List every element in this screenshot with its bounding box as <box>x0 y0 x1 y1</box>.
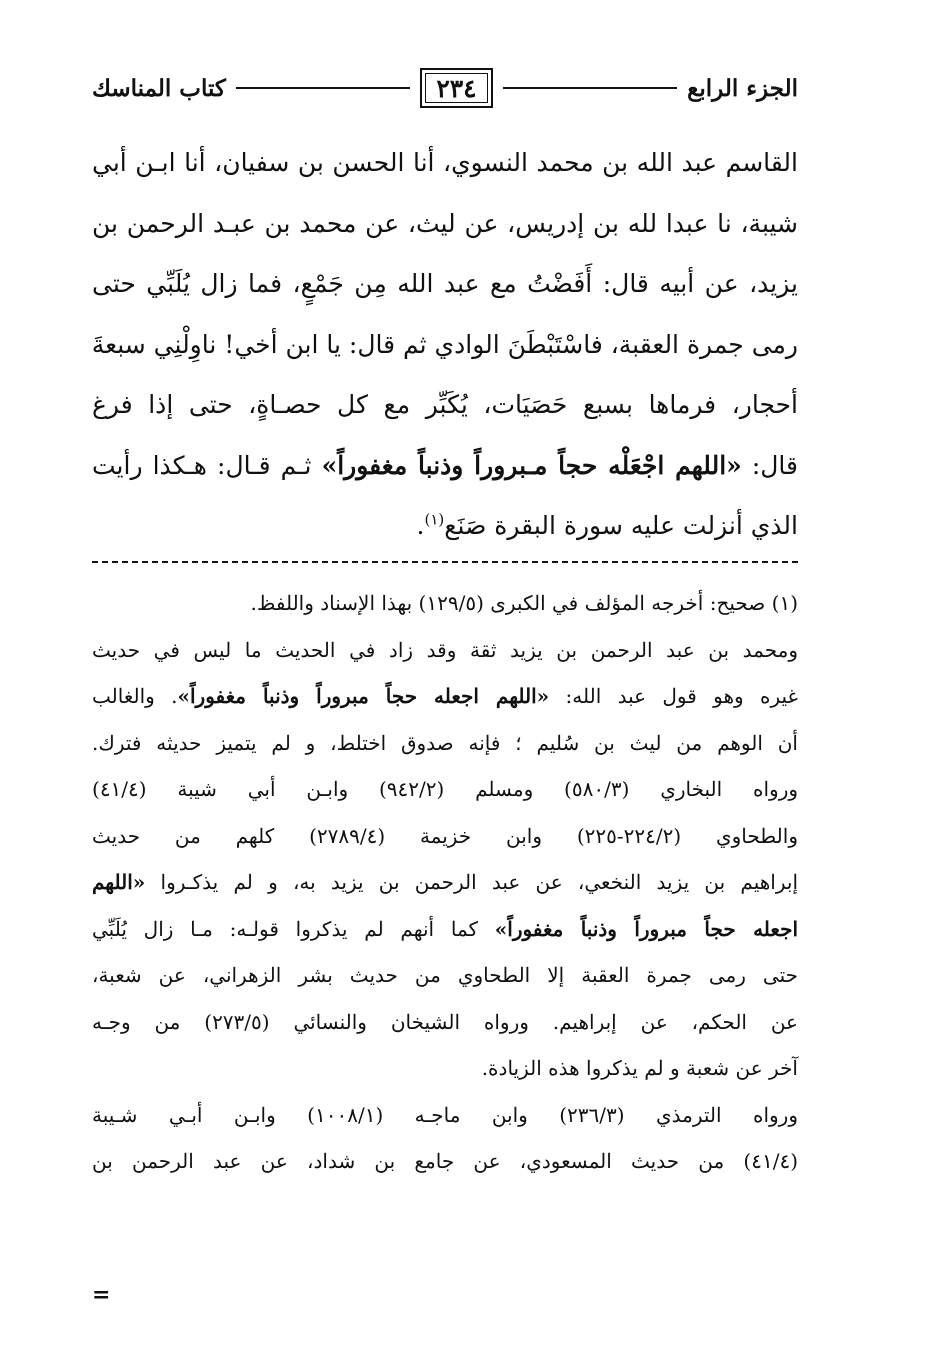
footnote-separator <box>92 561 798 563</box>
footnote-marker: (١) <box>424 510 445 529</box>
footnote-line: والطحاوي (٢٢٤/٢-٢٢٥) وابن خزيمة (٢٧٨٩/٤) كلهم من حديث <box>92 823 798 848</box>
main-line: القاسم عبد الله بن محمد النسوي، أنا الحسن بن سفيان، أنا ابـن أبي <box>92 148 798 177</box>
header-rule-right <box>503 87 677 89</box>
running-header <box>92 62 798 114</box>
footnote-line: ومحمد بن عبد الرحمن بن يزيد ثقة وقد زاد في الحديث ما ليس في حديث <box>92 637 798 662</box>
main-line: أحجار، فرماها بسبع حَصَيَات، يُكَبِّر مع كل حصـاةٍ، حتى إذا فرغ <box>92 390 798 419</box>
main-line-final-text: الذي أنزلت عليه سورة البقرة صَنَع <box>444 511 798 540</box>
header-rule-left <box>236 87 410 89</box>
main-line-final: الذي أنزلت عليه سورة البقرة صَنَع$^{(١)}$. <box>416 510 798 540</box>
footnote-line: (٤١/٤) من حديث المسعودي، عن جامع بن شداد، عن عبد الرحمن بن <box>92 1149 798 1173</box>
main-line: قال: «اللهم اجْعَلْه حجاً مـبروراً وذنباً مغفوراً» ثـم قـال: هـكذا رأيت <box>92 450 798 480</box>
footnote-line: حتى رمى جمرة العقبة إلا الطحاوي من حديث بشر الزهراني، عن شعبة، <box>92 963 798 987</box>
footnote-line: (١) صحيح: أخرجه المؤلف في الكبرى (١٢٩/٥) بهذا الإسناد واللفظ. <box>250 591 798 615</box>
quoted-supplication: «اللهم اجعله حجاً مبروراً وذنباً مغفوراً» <box>177 684 550 708</box>
footnote-line: آخر عن شعبة و لم يذكروا هذه الزيادة. <box>481 1056 798 1080</box>
footnote-line: عن الحكم، عن إبراهيم. ورواه الشيخان والنسائي (٢٧٣/٥) من وجـه <box>92 1009 798 1034</box>
footnote-line: اجعله حجاً مبروراً وذنباً مغفوراً» كما أنهم لم يذكروا قولـه: مـا زال يُلَبِّي <box>92 916 798 941</box>
footnote-line: ورواه البخاري (٥٨٠/٣) ومسلم (٩٤٢/٢) وابـن أبي شيبة (٤١/٤) <box>92 777 799 801</box>
continuation-mark: = <box>92 1282 111 1308</box>
quoted-supplication: اجعله حجاً مبروراً وذنباً مغفوراً» <box>494 916 798 941</box>
main-line: يزيد، عن أبيه قال: أَفَضْتُ مع عبد الله مِن جَمْعٍ، فما زال يُلَبِّي حتى <box>92 269 798 298</box>
footnote-line: ورواه الترمذي (٢٣٦/٣) وابن ماجـه (١٠٠٨/١) وابـن أبـي شـيبة <box>92 1102 798 1127</box>
footnotes <box>92 580 798 1185</box>
quoted-supplication: «اللهم اجْعَلْه حجاً مـبروراً وذنباً مغفوراً» <box>321 450 742 480</box>
main-line: شيبة، نا عبدا لله بن إدريس، عن ليث، عن محمد بن عبـد الرحمن بن <box>92 208 798 238</box>
part-title: الجزء الرابع <box>687 74 798 102</box>
main-line: رمى جمرة العقبة، فاسْتَبْطَنَ الوادي ثم قال: يا ابن أخي! ناوِلْنِي سبعةَ <box>91 329 798 359</box>
page-number: ٢٣٤ <box>420 68 492 108</box>
main-text <box>92 133 798 557</box>
footnote-line: غيره وهو قول عبد الله: «اللهم اجعله حجاً مبروراً وذنباً مغفوراً». والغالب <box>92 684 799 708</box>
book-title: كتاب المناسك <box>91 74 226 102</box>
footnote-line: أن الوهم من ليث بن سُليم ؛ فإنه صدوق اختلط، و لم يتميز حديثه فترك. <box>92 730 798 755</box>
footnote-line: إبراهيم بن يزيد النخعي، عن عبد الرحمن بن يزيد به، و لم يذكـروا «اللهم <box>92 870 798 894</box>
quoted-supplication: «اللهم <box>92 870 146 894</box>
